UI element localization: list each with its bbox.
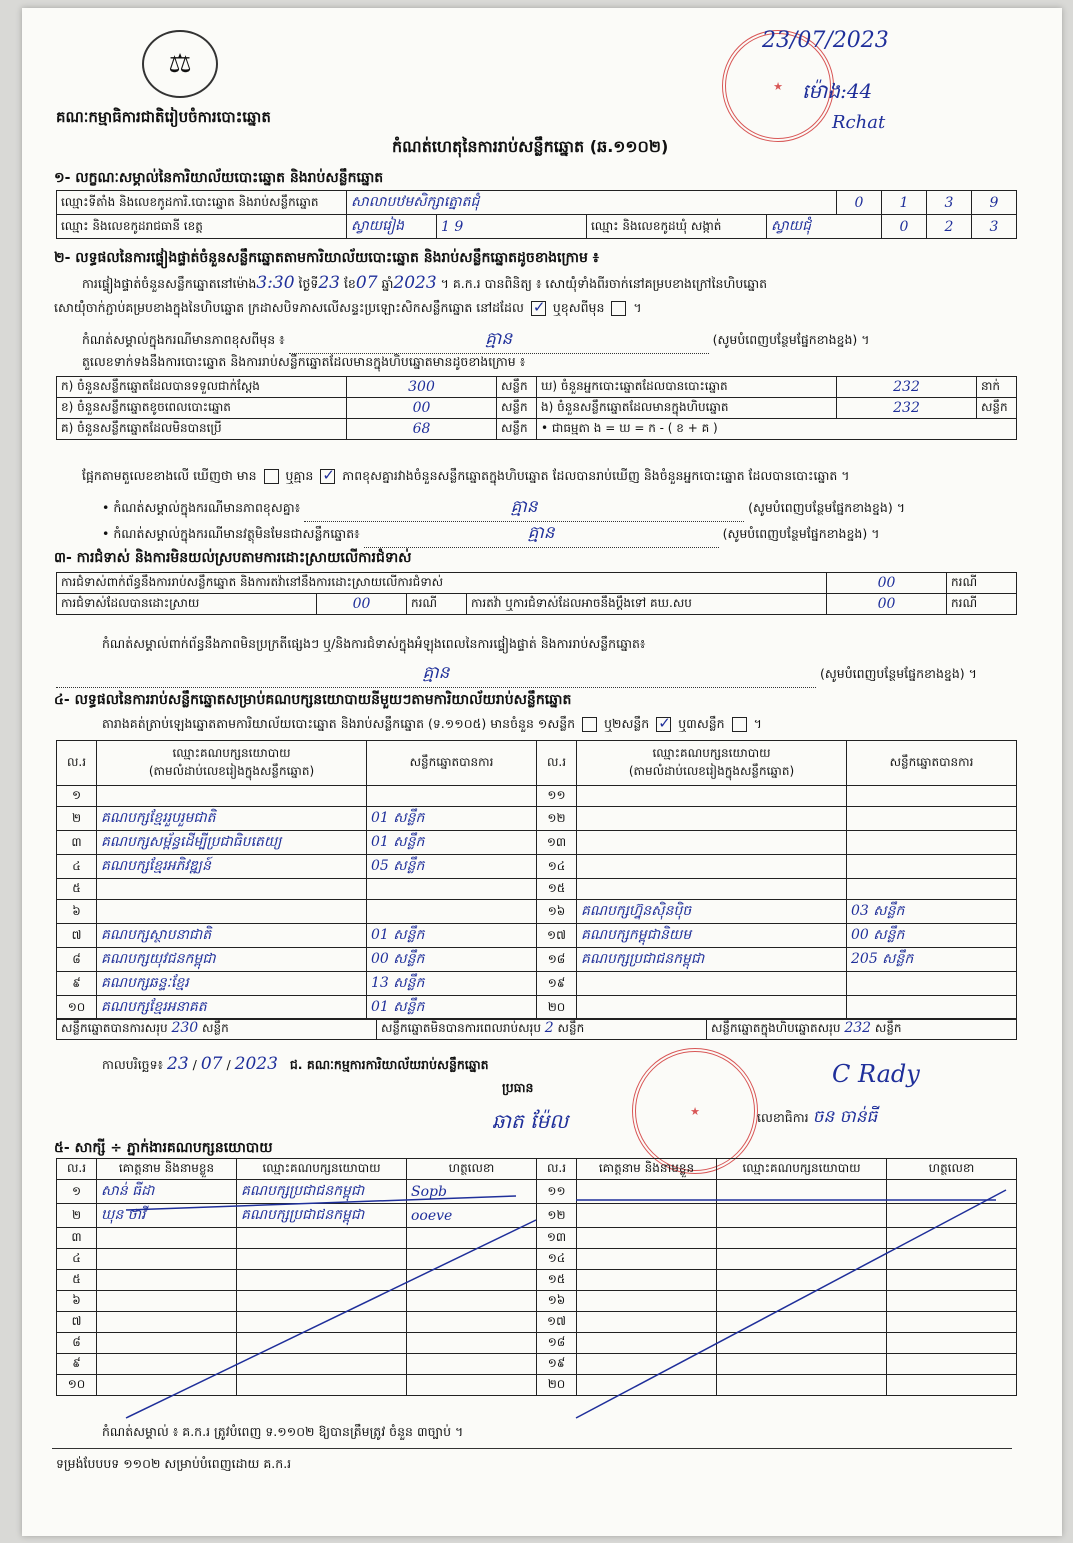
row-number: ៤ (57, 1249, 97, 1270)
party-votes (847, 807, 1017, 831)
col-sign-header: ហត្ថលេខា (887, 1159, 1017, 1180)
section3-title: ៣- ការជំទាស់ និងការមិនយល់ស្របតាមការដោះស្រាយលើការជំទាស់ (54, 550, 412, 566)
commune-code-digit: 0 (882, 215, 927, 239)
party-votes: 205 សន្លឹក (847, 948, 1017, 972)
commune-code-digit: 2 (927, 215, 972, 239)
appeal-value: 00 (827, 594, 947, 615)
col-name-header: គោត្តនាម និងនាមខ្លួន (577, 1159, 717, 1180)
chair-signature: ឆាត ម៉ែល (492, 1109, 569, 1133)
row-number: ៦ (57, 900, 97, 924)
handwritten-initials: Rchat (832, 112, 886, 133)
stats-intro: តួលេខទាក់ទងនឹងការបោះឆ្នោត និងការរាប់សន្លឹកឆ្នោតដែលមានក្នុងហិបឆ្នោតមានដូចខាងក្រោម ៖ (82, 354, 526, 369)
party-votes (847, 996, 1017, 1020)
col-no-header: ល.រ (537, 1159, 577, 1180)
row-number: ១៥ (537, 1270, 577, 1291)
col-party-header: ឈ្មោះគណបក្សនយោបាយ (237, 1159, 407, 1180)
commune-name: ស្វាយជុំ (767, 215, 882, 239)
province-label: ឈ្មោះ និងលេខកូដរាជធានី ខេត្ត (57, 215, 347, 239)
changed-checkbox[interactable] (611, 301, 626, 316)
party-votes (847, 879, 1017, 900)
ballots-in-box-label: ង) ចំនួនសន្លឹកឆ្នោតដែលមានក្នុងហិបឆ្នោត (537, 398, 837, 419)
row-number: ៨ (57, 948, 97, 972)
station-code-digit: 3 (927, 191, 972, 215)
section3-note-label: កំណត់សម្គាល់ពាក់ព័ន្ធនឹងភាពមិនប្រក្រតីផ្សេងៗ ឬ/និងការជំទាស់ក្នុងអំឡុងពេលនៃការផ្ទៀងផ្ទាត់ និងការរាប់សន្លឹកឆ្នោត៖ (102, 636, 646, 651)
note3-line: • កំណត់សម្គាល់ក្នុងករណីមានវត្ថុមិនមែនជាសន្លឹកឆ្នោត៖ គ្មាន (សូមបំពេញបន្ថែមផ្នែកខាងខ្នង) ។ (102, 522, 879, 548)
station-code-digit: 9 (972, 191, 1017, 215)
witness-party: គណបក្សប្រជាជនកម្ពុជា (237, 1180, 407, 1204)
total-in-box: សន្លឹកឆ្នោតក្នុងហិបឆ្នោតសរុប 232 សន្លឹក (707, 1019, 1017, 1040)
case-label: ករណី (947, 573, 1017, 594)
unit-label: សន្លឹក (497, 398, 537, 419)
witness-signature: Sopb (407, 1180, 537, 1204)
objections-label: ការជំទាស់ពាក់ព័ន្ធនឹងការរាប់សន្លឹកឆ្នោត និងការតវ៉ានៅនឹងការដោះស្រាយលើការជំទាស់ (57, 573, 827, 594)
witness-party: គណបក្សប្រជាជនកម្ពុជា (237, 1204, 407, 1228)
party-votes: 13 សន្លឹក (367, 972, 537, 996)
strike-lines (56, 1180, 1016, 1420)
row-number: ១២ (537, 1204, 577, 1228)
party-name: គណបក្សហ្វ៊ុនស៊ិនប៉ិច (577, 900, 847, 924)
section4-title: ៤- លទ្ធផលនៃការរាប់សន្លឹកឆ្នោតសម្រាប់គណបក្សនយោបាយនីមួយៗតាមការិយាល័យរាប់សន្លឹកឆ្នោត (54, 692, 572, 708)
row-number: ១៣ (537, 831, 577, 855)
form-sheet (22, 8, 1062, 1536)
note2-value: គ្មាន (304, 496, 744, 522)
row-number: ៣ (57, 831, 97, 855)
party-votes (847, 786, 1017, 807)
row-number: ៣ (57, 1228, 97, 1249)
row-number: ១៤ (537, 855, 577, 879)
party-votes (847, 972, 1017, 996)
received-ballots-label: ក) ចំនួនសន្លឹកឆ្នោតដែលបានទទួលជាក់ស្តែង (57, 377, 347, 398)
col-party-header: ឈ្មោះគណបក្សនយោបាយ (តាមលំដាប់លេខរៀងក្នុងសន្លឹកឆ្នោត) (97, 741, 367, 786)
party-name: គណបក្សឆន្ទៈខ្មែរ (97, 972, 367, 996)
resolved-value: 00 (317, 594, 407, 615)
row-number: ១ (57, 1180, 97, 1204)
party-name: គណបក្សស្ថាបនាជាតិ (97, 924, 367, 948)
handwritten-date: 23/07/2023 (762, 28, 889, 53)
table-row (57, 948, 1017, 972)
formula-text: • ជាធម្មតា ង = ឃ = ក - ( ខ + គ ) (537, 419, 1017, 440)
case-label: ករណី (407, 594, 467, 615)
row-number: ៥ (57, 879, 97, 900)
totals-table (56, 1018, 1017, 1040)
party-votes: 00 សន្លឹក (367, 948, 537, 972)
row-number: ២០ (537, 1375, 577, 1396)
witness-name: សាន់ ធីដា (97, 1180, 237, 1204)
row-number: ៧ (57, 924, 97, 948)
party-votes: 01 សន្លឹក (367, 807, 537, 831)
party-name (577, 972, 847, 996)
party-name: គណបក្សយុវជនកម្ពុជា (97, 948, 367, 972)
row-number: ១៧ (537, 1312, 577, 1333)
table-row (57, 996, 1017, 1020)
party-votes: 05 សន្លឹក (367, 855, 537, 879)
row-number: ១៩ (537, 1354, 577, 1375)
ballots-in-box-value: 232 (837, 398, 977, 419)
commune-code-digit: 3 (972, 215, 1017, 239)
row-number: ១៦ (537, 1291, 577, 1312)
objections-table (56, 572, 1017, 615)
party-votes (847, 855, 1017, 879)
party-name (97, 879, 367, 900)
compare-line: ផ្អែកតាមតួលេខខាងលើ ឃើញថា មាន ឬគ្មាន ✓ ភាពខុសគ្នារវាងចំនួនសន្លឹកឆ្នោតក្នុងហិបឆ្នោត ដែលបានរាប់ឃើញ និងចំនួនអ្នកបោះឆ្នោត ដែលបានបោះឆ្នោត ។ (82, 468, 850, 487)
row-number: ៤ (57, 855, 97, 879)
party-name: គណបក្សខ្មែរអភិវឌ្ឍន៍ (97, 855, 367, 879)
case-label: ករណី (947, 594, 1017, 615)
row-number: ៩ (57, 972, 97, 996)
party-votes: 00 សន្លឹក (847, 924, 1017, 948)
ballot-stats-table (56, 376, 1017, 440)
total-invalid: សន្លឹកឆ្នោតមិនបានការពេលរាប់សរុប 2 សន្លឹក (377, 1019, 707, 1040)
col-party-header: ឈ្មោះគណបក្សនយោបាយ (តាមលំដាប់លេខរៀងក្នុងសន្លឹកឆ្នោត) (577, 741, 847, 786)
party-votes (367, 786, 537, 807)
voters-value: 232 (837, 377, 977, 398)
section2-title: ២- លទ្ធផលនៃការផ្ទៀងផ្ទាត់ចំនួនសន្លឹកឆ្នោតតាមការិយាល័យបោះឆ្នោត និងរាប់សន្លឹកឆ្នោតដូចខាងក្រោម ៖ (54, 250, 599, 266)
appeal-label: ការតវ៉ា ឬការជំទាស់ដែលអាចនឹងប្តឹងទៅ គឃ.សប (467, 594, 827, 615)
note2-line: • កំណត់សម្គាល់ក្នុងករណីមានភាពខុសគ្នា៖ គ្មាន (សូមបំពេញបន្ថែមផ្នែកខាងខ្នង) ។ (102, 496, 905, 522)
party-name: គណបក្សប្រជាជនកម្ពុជា (577, 948, 847, 972)
row-number: ១៨ (537, 1333, 577, 1354)
row-number: ១៦ (537, 900, 577, 924)
row-number: ១១ (537, 1180, 577, 1204)
footnote: កំណត់សម្គាល់ ៖ គ.ក.រ ត្រូវបំពេញ ទ.១១០២ ឱ្យបានត្រឹមត្រូវ ចំនួន ៣ច្បាប់ ។ (102, 1424, 464, 1439)
sign-date-line: កាលបរិច្ឆេទ៖ 23 / 07 / 2023 ជ. គណៈកម្មការការិយាល័យរាប់សន្លឹកឆ្នោត (102, 1054, 489, 1074)
spoiled-ballots-value: 00 (347, 398, 497, 419)
location-table (56, 190, 1017, 239)
section4-intro: តារាងគត់ត្រាប់ឡេងឆ្នោតតាមការិយាល័យបោះឆ្នោត និងរាប់សន្លឹកឆ្នោត (ទ.១១០៥) មានចំនួន ១សន្លឹក ឬ២សន្លឹក ✓ ឬ៣សន្លឹក ។ (102, 716, 762, 735)
row-number: ២០ (537, 996, 577, 1020)
row-number: ១៩ (537, 972, 577, 996)
seal-check-line: សោយ៉ុំចាក់ភ្ជាប់គម្របខាងក្នុងនៃហិបឆ្នោត ក្រដាសបិទភាសលើសន្ទះប្រឡោះសិកសន្លឹកឆ្នោត នៅដដែល ✓ ឬខុសពីមុន ។ (54, 300, 642, 319)
polling-station-name: សាលាបឋមសិក្សាត្នោតជុំ (347, 191, 837, 215)
party-votes (367, 879, 537, 900)
party-name (97, 900, 367, 924)
row-number: ២ (57, 807, 97, 831)
row-number: ១៥ (537, 879, 577, 900)
handwritten-time: ម៉ោង:44 (802, 79, 873, 103)
section5-title: ៥- សាក្សី ÷ ភ្នាក់ងារគណបក្សនយោបាយ (54, 1140, 273, 1156)
unused-ballots-value: 68 (347, 419, 497, 440)
station-code-digit: 0 (837, 191, 882, 215)
row-number: ៥ (57, 1270, 97, 1291)
row-number: ៩ (57, 1354, 97, 1375)
secretary-signature: C Rady (832, 1060, 920, 1088)
one-sheet-checkbox[interactable] (582, 717, 597, 732)
witness-name: ឃុន ថាវី (97, 1204, 237, 1228)
table-row (57, 807, 1017, 831)
section1-title: ១- លក្ខណៈសម្គាល់នៃការិយាល័យបោះឆ្នោត និងរាប់សន្លឹកឆ្នោត (54, 170, 384, 186)
party-votes (367, 900, 537, 924)
party-name (577, 786, 847, 807)
party-name (577, 879, 847, 900)
resolved-label: ការជំទាស់ដែលបានដោះស្រាយ (57, 594, 317, 615)
no-difference-checkbox[interactable] (320, 469, 335, 484)
committee-stamp-icon: ★ (632, 1048, 758, 1174)
row-number: ១១ (537, 786, 577, 807)
row-number: ១៧ (537, 924, 577, 948)
col-name-header: គោត្តនាម និងនាមខ្លួន (97, 1159, 237, 1180)
row-number: ១៣ (537, 1228, 577, 1249)
row-number: ១៨ (537, 948, 577, 972)
unchanged-checkbox[interactable] (531, 301, 546, 316)
table-row (57, 855, 1017, 879)
note1-line: កំណត់សម្គាល់ក្នុងករណីមានភាពខុសពីមុន ៖ គ្មាន (សូមបំពេញបន្ថែមផ្នែកខាងខ្នង) ។ (82, 328, 869, 354)
table-row (57, 900, 1017, 924)
document-title: កំណត់ហេតុនៃការរាប់សន្លឹកឆ្នោត (ឆ.១១០២) (392, 137, 669, 156)
unit-label: សន្លឹក (977, 398, 1017, 419)
section3-note-value: គ្មាន (56, 662, 816, 688)
has-difference-checkbox[interactable] (264, 469, 279, 484)
table-row (57, 786, 1017, 807)
party-votes: 01 សន្លឹក (367, 831, 537, 855)
col-no-header: ល.រ (57, 741, 97, 786)
row-number: ១០ (57, 1375, 97, 1396)
note3-value: គ្មាន (364, 522, 719, 548)
party-name: គណបក្សសម្ព័ន្ធដើម្បីប្រជាធិបតេយ្យ (97, 831, 367, 855)
party-name: គណបក្សខ្មែរអនាគត (97, 996, 367, 1020)
col-no-header: ល.រ (537, 741, 577, 786)
unused-ballots-label: គ) ចំនួនសន្លឹកឆ្នោតដែលមិនបានប្រើ (57, 419, 347, 440)
two-sheets-checkbox[interactable] (656, 717, 671, 732)
party-results-table (56, 740, 1017, 1020)
spoiled-ballots-label: ខ) ចំនួនសន្លឹកឆ្នោតខូចពេលបោះឆ្នោត (57, 398, 347, 419)
party-name (97, 786, 367, 807)
party-name (577, 807, 847, 831)
form-footer: ទម្រង់បែបបទ ១១០២ សម្រាប់បំពេញដោយ គ.ក.រ (56, 1456, 292, 1471)
party-name (577, 855, 847, 879)
party-name: គណបក្សខ្មែររួបរួមជាតិ (97, 807, 367, 831)
col-no-header: ល.រ (57, 1159, 97, 1180)
party-votes: 01 សន្លឹក (367, 924, 537, 948)
row-number: ៧ (57, 1312, 97, 1333)
province-code: 1 9 (437, 215, 587, 239)
table-row (57, 924, 1017, 948)
row-number: ១០ (57, 996, 97, 1020)
col-sign-header: ហត្ថលេខា (407, 1159, 537, 1180)
row-number: ១៤ (537, 1249, 577, 1270)
organization-name: គណៈកម្មាធិការជាតិរៀបចំការបោះឆ្នោត (56, 108, 271, 126)
table-row (57, 879, 1017, 900)
party-name (577, 996, 847, 1020)
witness-signature: ooeve (407, 1204, 537, 1228)
row-number: ១ (57, 786, 97, 807)
row-number: ៨ (57, 1333, 97, 1354)
section3-note-line: គ្មាន (សូមបំពេញបន្ថែមផ្នែកខាងខ្នង) ។ (56, 662, 977, 688)
row-number: ២ (57, 1204, 97, 1228)
received-ballots-value: 300 (347, 377, 497, 398)
table-row (57, 831, 1017, 855)
total-valid: សន្លឹកឆ្នោតបានការសរុប 230 សន្លឹក (57, 1019, 377, 1040)
note1-value: គ្មាន (289, 328, 709, 354)
col-party-header: ឈ្មោះគណបក្សនយោបាយ (717, 1159, 887, 1180)
polling-station-label: ឈ្មោះទីតាំង និងលេខកូដការិ.បោះឆ្នោត និងរាប់សន្លឹកឆ្នោត (57, 191, 347, 215)
nec-emblem-icon: ⚖ (142, 30, 218, 98)
row-number: ១២ (537, 807, 577, 831)
footer-divider (52, 1448, 1012, 1449)
party-votes: 03 សន្លឹក (847, 900, 1017, 924)
station-code-digit: 1 (882, 191, 927, 215)
table-row (57, 972, 1017, 996)
party-name: គណបក្សកម្ពុជានិយម (577, 924, 847, 948)
party-votes (847, 831, 1017, 855)
col-votes-header: សន្លឹកឆ្នោតបានការ (367, 741, 537, 786)
unit-label: សន្លឹក (497, 377, 537, 398)
party-name (577, 831, 847, 855)
three-sheets-checkbox[interactable] (732, 717, 747, 732)
official-stamp-icon: ★ (722, 30, 834, 142)
commune-label: ឈ្មោះ និងលេខកូដឃុំ សង្កាត់ (587, 215, 767, 239)
voters-label: ឃ) ចំនួនអ្នកបោះឆ្នោតដែលបានបោះឆ្នោត (537, 377, 837, 398)
province-name: ស្វាយរៀង (347, 215, 437, 239)
unit-label: សន្លឹក (497, 419, 537, 440)
verification-line: ការផ្ទៀងផ្ទាត់ចំនួនសន្លឹកឆ្នោតនៅម៉ោង3:30 ថ្ងៃទី23 ខែ07 ឆ្នាំ2023 ។ គ.ក.រ បានពិនិត្យ ៖ សោយ៉ុំទាំងពីរចាក់នៅគម្របខាងក្រៅនៃហិបឆ្នោត (82, 273, 768, 293)
unit-label: នាក់ (977, 377, 1017, 398)
col-votes-header: សន្លឹកឆ្នោតបានការ (847, 741, 1017, 786)
secretary-line: លេខាធិការ ចន ចាន់ធី (757, 1107, 878, 1127)
objections-value: 00 (827, 573, 947, 594)
party-votes: 01 សន្លឹក (367, 996, 537, 1020)
chair-label: ប្រធាន (502, 1080, 534, 1095)
row-number: ៦ (57, 1291, 97, 1312)
